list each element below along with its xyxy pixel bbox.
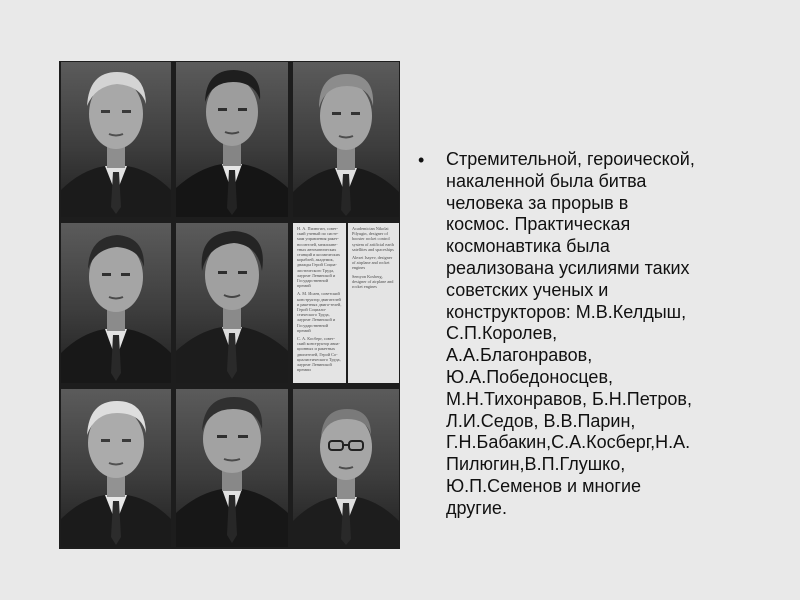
bullet-line: Пилюгин,В.П.Глушко, — [446, 454, 626, 475]
portrait-drawing — [293, 389, 399, 547]
portrait-drawing — [176, 62, 288, 217]
portrait-photo — [61, 389, 171, 547]
caption-column-ru — [293, 223, 346, 383]
portrait-drawing — [61, 389, 171, 547]
bullet-line: Л.И.Седов, В.В.Парин, — [446, 410, 636, 431]
bullet-line: космонавтика была — [446, 236, 610, 257]
portrait-drawing — [293, 62, 399, 217]
bullet-text — [446, 149, 758, 520]
caption-text: С. А. Косберг, совет-ский конструктор авиа-ционных и ракетных двигателей, Герой Со-циалистического Труда, лауреат Ленинской премии — [297, 336, 341, 373]
portrait-drawing — [176, 389, 288, 547]
portrait-photo — [176, 62, 288, 217]
bullet-line: Г.Н.Бабакин,С.А.Косберг,Н.А. — [446, 432, 691, 453]
caption-text: А. М. Исаев, советский конструктор двигателей и ракетных двига-телей, Герой Социали-стического Труда, лауреат Ленинской и Государственной премий — [297, 291, 342, 333]
portrait-photo — [293, 62, 399, 217]
bullet-line: конструкторов: М.В.Келдыш, — [446, 301, 687, 322]
bullet-line: Ю.П.Семенов и многие — [446, 475, 642, 496]
portrait-photo — [61, 62, 171, 217]
bullet-line: С.П.Королев, — [446, 323, 558, 344]
bullet-line: космос. Практическая — [446, 214, 631, 235]
portrait-photo — [293, 389, 399, 547]
portrait-photo — [176, 223, 288, 383]
bullet-line: М.Н.Тихонравов, Б.Н.Петров, — [446, 388, 692, 409]
caption-text: Academician Nikolai Pilyugin, designer of booster rocket control system of artificial earth satellites and spaceships — [352, 226, 394, 252]
portrait-drawing — [61, 62, 171, 217]
bullet-marker: • — [418, 150, 425, 170]
bullet-line: Стремительной, героической, — [446, 149, 695, 169]
portrait-collage — [59, 61, 400, 549]
bullet-line: А.А.Благонравов, — [446, 345, 593, 366]
portrait-photo — [176, 389, 288, 547]
bullet-line: реализована усилиями таких — [446, 257, 690, 278]
bullet-line: накаленной была битва — [446, 170, 647, 191]
bullet-line: другие. — [446, 497, 507, 518]
bullet-line: Ю.А.Победоносцев, — [446, 366, 614, 387]
portrait-drawing — [61, 223, 171, 383]
portrait-photo — [61, 223, 171, 383]
bullet-line: советских ученых и — [446, 279, 609, 300]
caption-text: Alexei Isayev, designer of airplane and rocket engines — [352, 255, 393, 271]
caption-column-en — [348, 223, 399, 383]
caption-text: Н. А. Пилюгин, совет-ский ученый по систе-мам управления ракет-носителей, межплане-тных автоматических станций и космических кораблей, академик, дважды Герой Социа-листического Труда, лауреат Ленинской и Государственной премий — [297, 226, 341, 289]
bullet-line: человека за прорыв в — [446, 192, 629, 213]
portrait-drawing — [176, 223, 288, 383]
caption-text: Semyon Kosberg, designer of airplane and rocket engines — [352, 273, 394, 290]
